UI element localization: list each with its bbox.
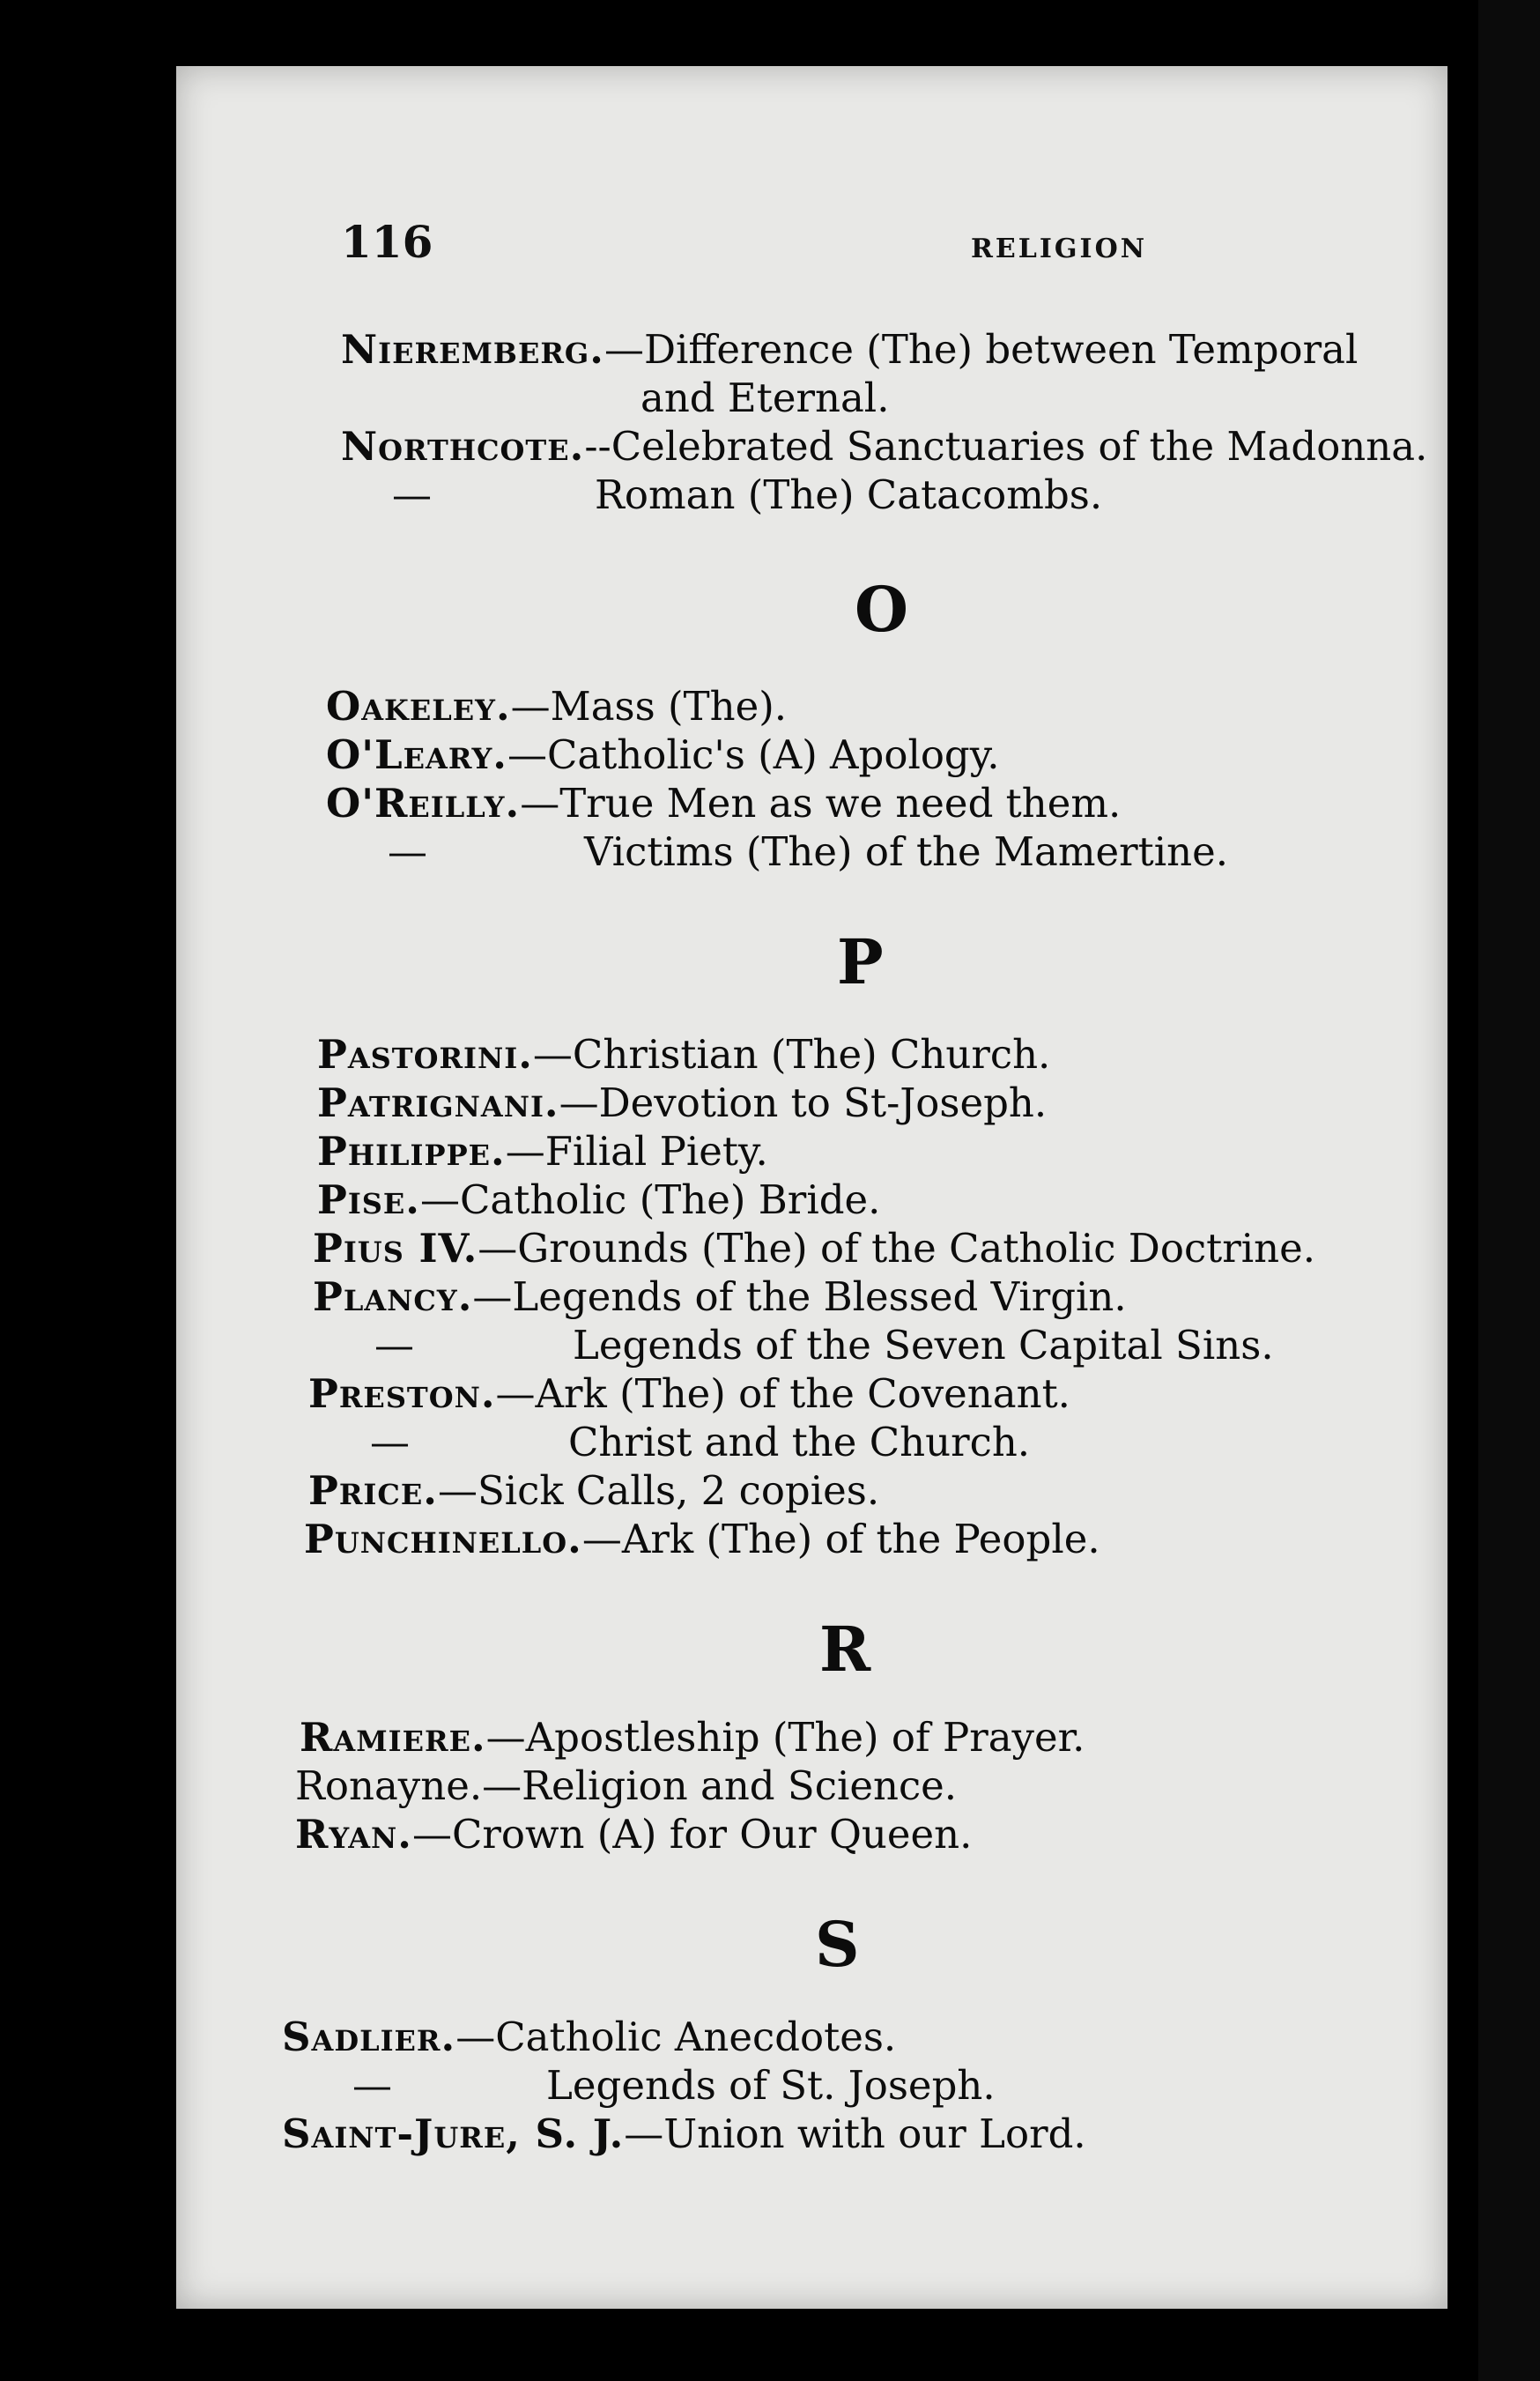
entry-pise: Pise.—Catholic (The) Bride.	[317, 1176, 881, 1223]
entry-oreilly: O'Reilly.—True Men as we need them.	[326, 780, 1122, 827]
entry-preston-2: — Christ and the Church.	[370, 1419, 1031, 1465]
entry-sadlier: Sadlier.—Catholic Anecdotes.	[282, 2014, 897, 2060]
section-letter-s: S	[815, 1908, 860, 1981]
entry-pastorini: Pastorini.—Christian (The) Church.	[317, 1031, 1051, 1078]
adjacent-page-edge	[1478, 0, 1540, 2381]
entry-sadlier-2: — Legends of St. Joseph.	[352, 2062, 996, 2109]
entry-nieremberg: Nieremberg.—Difference (The) between Temporal	[341, 326, 1359, 373]
entry-punchinello: Punchinello.—Ark (The) of the People.	[304, 1516, 1100, 1562]
entry-oreilly-2: — Victims (The) of the Mamertine.	[388, 828, 1229, 875]
entry-price: Price.—Sick Calls, 2 copies.	[308, 1467, 880, 1514]
index-entries	[176, 66, 1447, 2309]
entry-oakeley: Oakeley.—Mass (The).	[326, 683, 788, 730]
entry-plancy: Plancy.—Legends of the Blessed Virgin.	[313, 1273, 1127, 1320]
page-number: 116	[341, 216, 433, 268]
entry-patrignani: Patrignani.—Devotion to St-Joseph.	[317, 1079, 1048, 1126]
entry-nieremberg-continuation: and Eternal.	[640, 375, 890, 421]
entry-preston: Preston.—Ark (The) of the Covenant.	[308, 1370, 1070, 1417]
section-letter-r: R	[819, 1613, 871, 1686]
entry-ryan: Ryan.—Crown (A) for Our Queen.	[295, 1811, 973, 1858]
section-letter-p: P	[837, 925, 884, 998]
section-letter-o: O	[855, 573, 908, 646]
running-head: RELIGION	[971, 234, 1148, 264]
entry-northcote: Northcote.--Celebrated Sanctuaries of the Madonna.	[341, 423, 1428, 470]
entry-saint-jure: Saint-Jure, S. J.—Union with our Lord.	[282, 2110, 1086, 2157]
entry-pius-iv: Pius IV.—Grounds (The) of the Catholic Doctrine.	[313, 1225, 1316, 1272]
entry-northcote-2: — Roman (The) Catacombs.	[392, 471, 1103, 518]
entry-philippe: Philippe.—Filial Piety.	[317, 1128, 768, 1175]
entry-plancy-2: — Legends of the Seven Capital Sins.	[374, 1322, 1274, 1369]
entry-oleary: O'Leary.—Catholic's (A) Apology.	[326, 731, 1000, 778]
entry-ramiere: Ramiere.—Apostleship (The) of Prayer.	[300, 1714, 1085, 1761]
book-page	[176, 66, 1447, 2309]
entry-ronayne: Ronayne.—Religion and Science.	[295, 1762, 958, 1809]
